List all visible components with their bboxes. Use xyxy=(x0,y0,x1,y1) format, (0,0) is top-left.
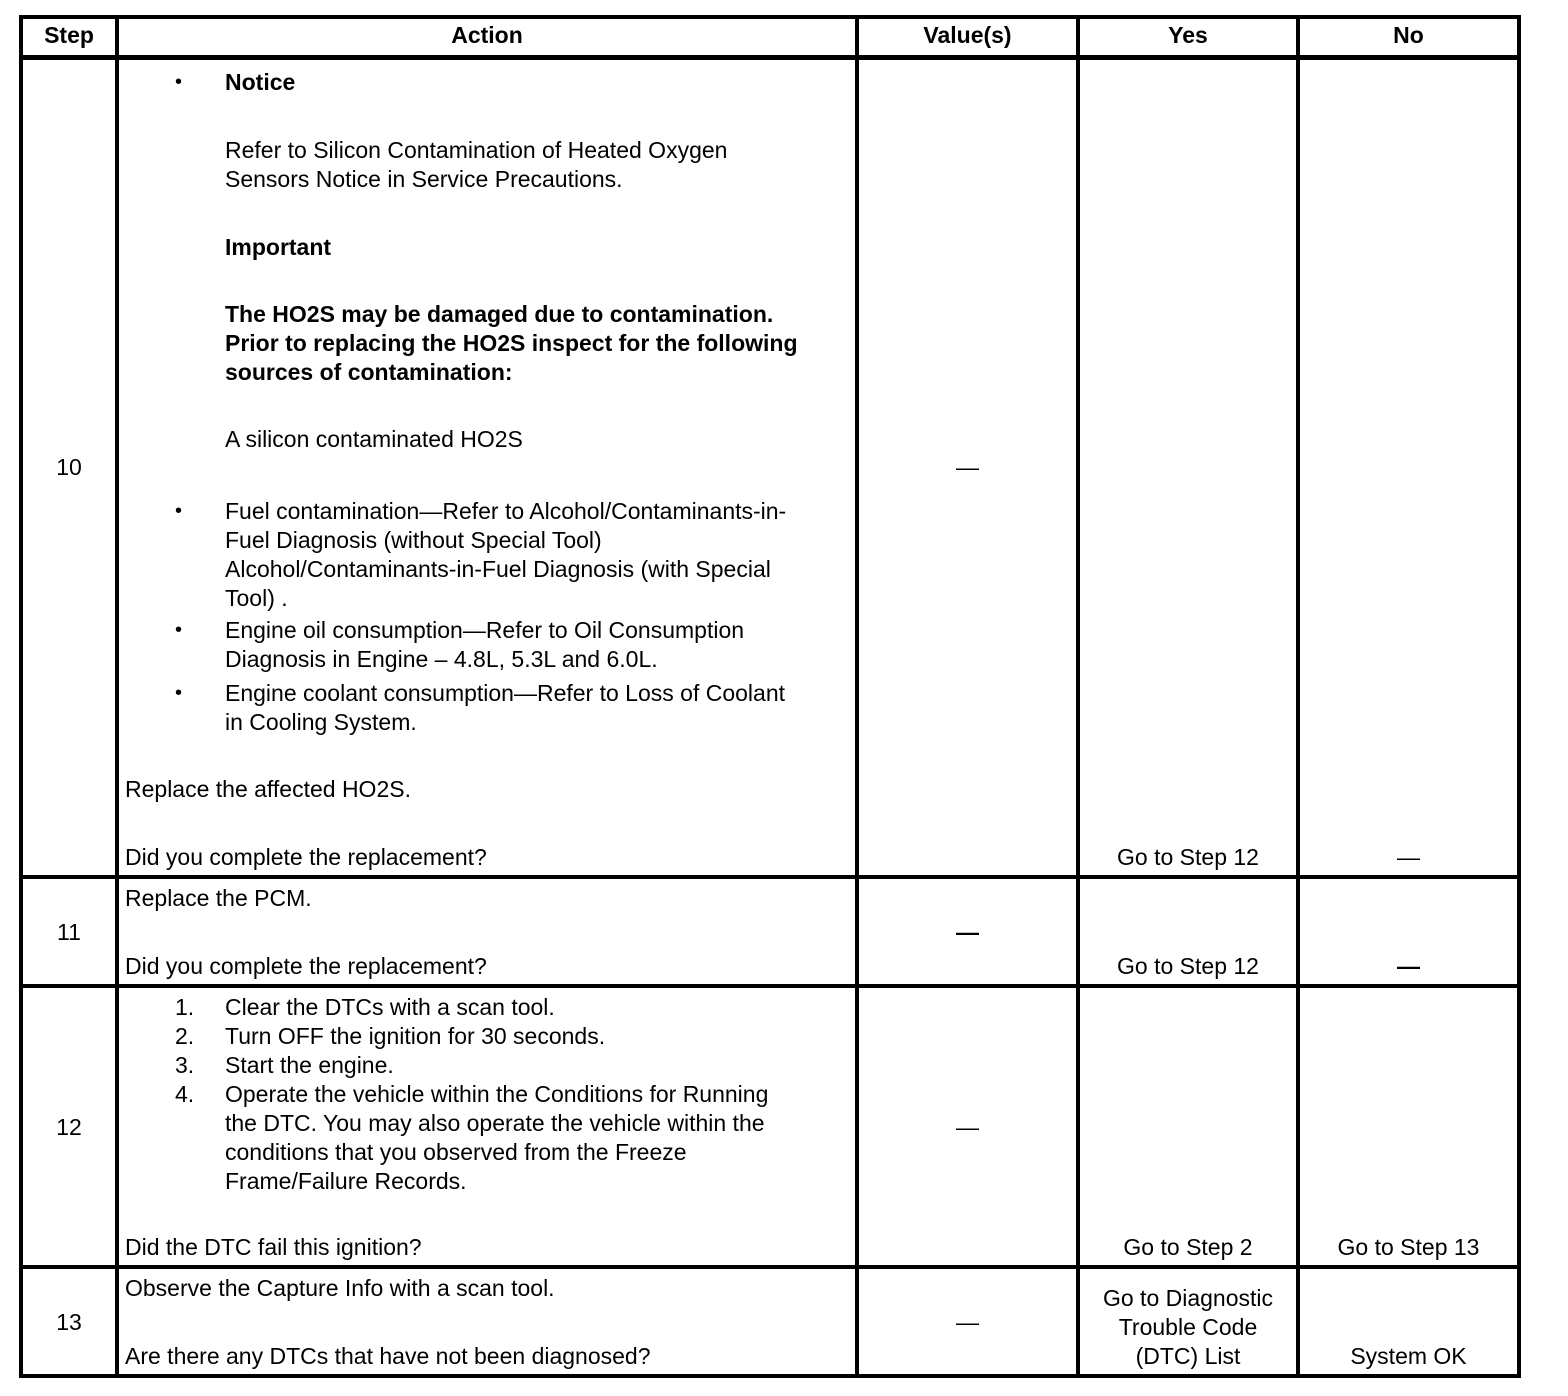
important-text: The HO2S may be damaged due to contamination. xyxy=(225,301,774,327)
action-question: Did you complete the replacement? xyxy=(125,953,487,979)
list-item: the DTC. You may also operate the vehicle within the xyxy=(225,1110,765,1136)
action-text: Observe the Capture Info with a scan tool. xyxy=(125,1275,555,1301)
oil-consumption-text: Engine oil consumption—Refer to Oil Consumption xyxy=(225,617,745,643)
step-number: 13 xyxy=(56,1309,82,1335)
column-divider xyxy=(1296,15,1300,1378)
bullet-icon: • xyxy=(175,682,183,704)
value-dash: — xyxy=(956,454,979,480)
notice-text: Refer to Silicon Contamination of Heated Oxygen xyxy=(225,137,728,163)
list-item: Operate the vehicle within the Conditions for Running xyxy=(225,1081,769,1107)
important-text: Prior to replacing the HO2S inspect for the following xyxy=(225,330,798,356)
action-question: Are there any DTCs that have not been diagnosed? xyxy=(125,1343,651,1369)
bullet-icon: • xyxy=(175,619,183,641)
list-number: 4. xyxy=(175,1081,195,1107)
list-item: Frame/Failure Records. xyxy=(225,1168,467,1194)
replace-instruction: Replace the affected HO2S. xyxy=(125,776,411,802)
no-result: System OK xyxy=(1350,1343,1467,1369)
list-number: 2. xyxy=(175,1023,195,1049)
important-title: Important xyxy=(225,234,332,260)
list-number: 1. xyxy=(175,994,195,1020)
action-question: Did you complete the replacement? xyxy=(125,844,487,870)
list-item: Start the engine. xyxy=(225,1052,394,1078)
column-divider xyxy=(1076,15,1080,1378)
value-dash: — xyxy=(956,1309,979,1335)
bullet-icon: • xyxy=(175,71,183,93)
value-dash: — xyxy=(956,919,979,945)
column-divider xyxy=(115,15,119,1378)
important-text: sources of contamination: xyxy=(225,359,513,385)
list-number: 3. xyxy=(175,1052,195,1078)
notice-title: Notice xyxy=(225,69,296,95)
action-question: Did the DTC fail this ignition? xyxy=(125,1234,422,1260)
step-number: 12 xyxy=(56,1114,82,1140)
fuel-contamination-text: Fuel Diagnosis (without Special Tool) xyxy=(225,527,602,553)
list-item: Turn OFF the ignition for 30 seconds. xyxy=(225,1023,606,1049)
column-divider xyxy=(855,15,859,1378)
step-number: 11 xyxy=(57,919,81,945)
fuel-contamination-text: Fuel contamination—Refer to Alcohol/Contaminants-in- xyxy=(225,498,787,524)
yes-result: Go to Step 12 xyxy=(1117,953,1259,979)
bullet-icon: • xyxy=(175,500,183,522)
list-item: Clear the DTCs with a scan tool. xyxy=(225,994,555,1020)
yes-result: Trouble Code xyxy=(1118,1314,1258,1340)
yes-result: Go to Step 2 xyxy=(1123,1234,1253,1260)
header-action: Action xyxy=(451,22,523,48)
oil-consumption-text: Diagnosis in Engine – 4.8L, 5.3L and 6.0L. xyxy=(225,646,658,672)
coolant-consumption-text: Engine coolant consumption—Refer to Loss of Coolant xyxy=(225,680,785,706)
header-values: Value(s) xyxy=(923,22,1012,48)
fuel-contamination-text: Alcohol/Contaminants-in-Fuel Diagnosis (with Special xyxy=(225,556,771,582)
no-result: — xyxy=(1397,844,1420,870)
notice-text: Sensors Notice in Service Precautions. xyxy=(225,166,623,192)
contaminated-sensor-text: A silicon contaminated HO2S xyxy=(225,426,523,452)
no-result: Go to Step 13 xyxy=(1337,1234,1480,1260)
fuel-contamination-text: Tool) . xyxy=(225,585,288,611)
no-result: — xyxy=(1397,953,1420,979)
yes-result: Go to Diagnostic xyxy=(1102,1285,1274,1311)
table-border-right xyxy=(1517,15,1521,1378)
diagnostic-table xyxy=(19,15,1521,1378)
header-step: Step xyxy=(44,22,94,48)
coolant-consumption-text: in Cooling System. xyxy=(225,709,417,735)
step-number: 10 xyxy=(56,454,82,480)
action-text: Replace the PCM. xyxy=(125,885,312,911)
yes-result: (DTC) List xyxy=(1135,1343,1241,1369)
header-yes: Yes xyxy=(1168,22,1208,48)
table-border-left xyxy=(19,15,23,1378)
yes-result: Go to Step 12 xyxy=(1117,844,1259,870)
header-no: No xyxy=(1393,22,1424,48)
value-dash: — xyxy=(956,1114,979,1140)
list-item: conditions that you observed from the Freeze xyxy=(225,1139,687,1165)
